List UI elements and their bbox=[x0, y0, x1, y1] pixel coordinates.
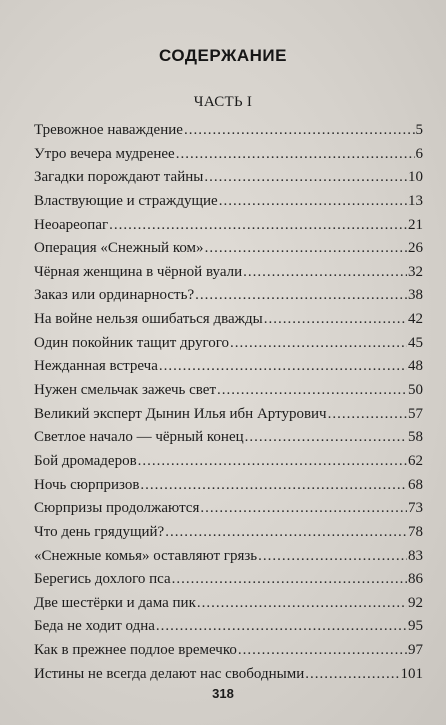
table-of-contents bbox=[34, 119, 423, 686]
toc-entry-page: 86 bbox=[408, 571, 423, 588]
dot-leader bbox=[195, 284, 407, 308]
page-title: СОДЕРЖАНИЕ bbox=[159, 46, 287, 65]
toc-entry-title: Две шестёрки и дама пик bbox=[34, 594, 196, 611]
toc-entry-title: Чёрная женщина в чёрной вуали bbox=[34, 263, 243, 280]
toc-entry bbox=[34, 663, 423, 687]
dot-leader bbox=[219, 190, 407, 214]
dot-leader bbox=[138, 450, 407, 474]
toc-entry-title: Властвующие и страждущие bbox=[34, 192, 218, 209]
toc-entry-page: 68 bbox=[408, 476, 423, 493]
toc-entry-title: «Снежные комья» оставляют грязь bbox=[34, 547, 258, 564]
dot-leader bbox=[109, 214, 407, 238]
dot-leader bbox=[184, 119, 415, 143]
toc-entry-page: 62 bbox=[408, 452, 423, 469]
toc-entry-page: 57 bbox=[408, 405, 423, 422]
toc-entry-title: Заказ или ординарность? bbox=[34, 287, 195, 304]
toc-entry-title: Светлое начало — чёрный конец bbox=[34, 429, 244, 446]
dot-leader bbox=[197, 592, 407, 616]
toc-entry bbox=[34, 450, 423, 474]
toc-entry bbox=[34, 426, 423, 450]
toc-entry-title: Операция «Снежный ком» bbox=[34, 240, 204, 257]
toc-entry-page: 5 bbox=[415, 122, 423, 138]
toc-entry bbox=[34, 332, 423, 356]
toc-entry bbox=[34, 166, 423, 190]
toc-entry-title: Беда не ходит одна bbox=[34, 618, 155, 635]
dot-leader bbox=[204, 166, 407, 190]
dot-leader bbox=[243, 261, 407, 285]
toc-entry-title: Нежданная встреча bbox=[34, 358, 158, 375]
toc-entry-title: Что день грядущий? bbox=[34, 523, 165, 540]
dot-leader bbox=[165, 521, 407, 545]
toc-entry-title: Утро вечера мудренее bbox=[34, 145, 175, 162]
toc-entry bbox=[34, 403, 423, 427]
toc-entry bbox=[34, 355, 423, 379]
toc-entry bbox=[34, 237, 423, 261]
toc-entry-page: 26 bbox=[408, 240, 423, 257]
toc-entry-title: Неоареопаг bbox=[34, 216, 109, 233]
dot-leader bbox=[200, 497, 407, 521]
toc-entry bbox=[34, 497, 423, 521]
toc-entry-page: 73 bbox=[408, 500, 423, 517]
dot-leader bbox=[238, 639, 407, 663]
toc-entry bbox=[34, 261, 423, 285]
toc-entry-page: 21 bbox=[408, 216, 423, 233]
toc-entry bbox=[34, 568, 423, 592]
toc-entry bbox=[34, 639, 423, 663]
toc-entry-page: 6 bbox=[415, 145, 423, 162]
dot-leader bbox=[264, 308, 407, 332]
dot-leader bbox=[176, 143, 415, 167]
dot-leader bbox=[305, 663, 399, 687]
toc-entry bbox=[34, 521, 423, 545]
toc-entry bbox=[34, 592, 423, 616]
toc-entry-title: Нужен смельчак зажечь свет bbox=[34, 382, 216, 399]
toc-entry-title: Великий эксперт Дынин Илья ибн Артурович bbox=[34, 405, 327, 422]
dot-leader bbox=[230, 332, 407, 356]
toc-entry bbox=[34, 308, 423, 332]
toc-entry-page: 10 bbox=[408, 169, 423, 186]
dot-leader bbox=[205, 237, 407, 261]
toc-entry-page: 50 bbox=[408, 382, 423, 399]
toc-entry-page: 101 bbox=[400, 665, 423, 682]
toc-entry-title: Один покойник тащит другого bbox=[34, 334, 230, 351]
toc-entry-page: 78 bbox=[408, 523, 423, 540]
toc-entry-title: Загадки порождают тайны bbox=[34, 169, 204, 186]
toc-entry bbox=[34, 379, 423, 403]
toc-entry bbox=[34, 545, 423, 569]
toc-entry-title: Бой дромадеров bbox=[34, 452, 137, 469]
dot-leader bbox=[172, 568, 407, 592]
toc-entry bbox=[34, 143, 423, 167]
toc-entry-title: Истины не всегда делают нас свободными bbox=[34, 665, 305, 682]
dot-leader bbox=[328, 403, 407, 427]
toc-entry-page: 48 bbox=[408, 358, 423, 375]
part-heading: ЧАСТЬ I bbox=[193, 94, 253, 110]
dot-leader bbox=[140, 474, 407, 498]
toc-entry-title: Сюрпризы продолжаются bbox=[34, 500, 200, 517]
dot-leader bbox=[159, 355, 407, 379]
page-number: 318 bbox=[212, 686, 234, 701]
dot-leader bbox=[217, 379, 407, 403]
toc-entry bbox=[34, 474, 423, 498]
toc-entry-page: 95 bbox=[408, 618, 423, 635]
toc-entry-page: 32 bbox=[408, 263, 423, 280]
toc-entry-page: 58 bbox=[408, 429, 423, 446]
toc-entry-page: 45 bbox=[408, 334, 423, 351]
toc-entry-page: 92 bbox=[408, 594, 423, 611]
toc-entry-title: Как в прежнее подлое времечко bbox=[34, 642, 237, 659]
toc-entry bbox=[34, 284, 423, 308]
toc-entry-page: 13 bbox=[408, 192, 423, 209]
toc-entry bbox=[34, 190, 423, 214]
toc-entry-page: 42 bbox=[408, 311, 423, 328]
dot-leader bbox=[245, 426, 407, 450]
toc-entry-page: 97 bbox=[408, 642, 423, 659]
toc-entry bbox=[34, 119, 423, 143]
toc-entry-title: Ночь сюрпризов bbox=[34, 476, 140, 493]
toc-entry-page: 83 bbox=[408, 547, 423, 564]
toc-entry-page: 38 bbox=[408, 287, 423, 304]
toc-entry-title: На войне нельзя ошибаться дважды bbox=[34, 311, 263, 328]
toc-entry-title: Тревожное наваждение bbox=[34, 122, 183, 138]
toc-entry bbox=[34, 615, 423, 639]
dot-leader bbox=[258, 545, 407, 569]
dot-leader bbox=[156, 615, 407, 639]
toc-entry bbox=[34, 214, 423, 238]
toc-entry-title: Берегись дохлого пса bbox=[34, 571, 171, 588]
